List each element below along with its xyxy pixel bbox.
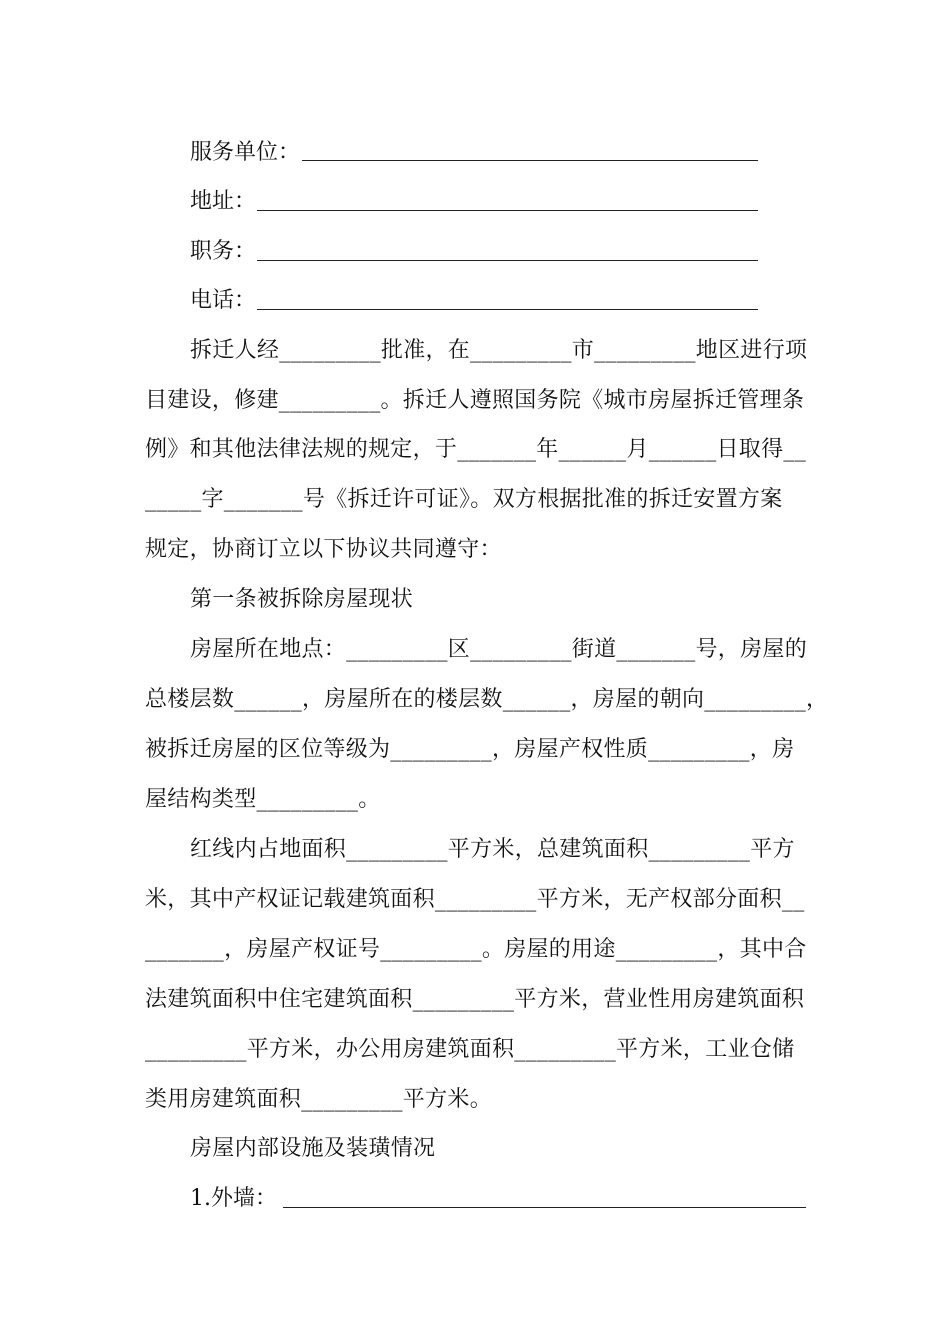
item-1-exterior-wall-blank	[283, 1207, 806, 1208]
paragraph-3-line-2: 米，其中产权证记载建筑面积_________平方米，无产权部分面积__	[145, 887, 805, 912]
paragraph-1-line-1: 拆迁人经_________批准，在_________市_________地区进行项	[190, 338, 808, 363]
phone-blank	[257, 309, 758, 310]
paragraph-3-line-5: _________平方米，办公用房建筑面积_________平方米，工业仓储	[145, 1037, 795, 1062]
paragraph-1-line-5: 规定，协商订立以下协议共同遵守：	[145, 537, 502, 562]
position-blank	[257, 260, 758, 261]
address-label: 地址：	[190, 189, 257, 214]
item-1-exterior-wall-label: 1.外墙：	[190, 1186, 277, 1211]
paragraph-2-line-4: 屋结构类型_________。	[145, 787, 381, 812]
paragraph-2-line-1: 房屋所在地点：_________区_________街道_______号，房屋的	[190, 637, 808, 662]
paragraph-3-line-4: 法建筑面积中住宅建筑面积_________平方米，营业性用房建筑面积	[145, 987, 805, 1012]
paragraph-1-line-3: 例》和其他法律法规的规定，于_______年______月______日取得__	[145, 437, 807, 462]
service-unit-blank	[302, 160, 758, 161]
facilities-title: 房屋内部设施及装璜情况	[190, 1136, 436, 1161]
service-unit-label: 服务单位：	[190, 140, 301, 165]
address-blank	[257, 210, 758, 211]
paragraph-2-line-3: 被拆迁房屋的区位等级为_________，房屋产权性质_________，房	[145, 737, 795, 762]
paragraph-3-line-1: 红线内占地面积_________平方米，总建筑面积_________平方	[190, 837, 795, 862]
phone-label: 电话：	[190, 288, 257, 313]
paragraph-1-line-2: 目建设，修建_________。拆迁人遵照国务院《城市房屋拆迁管理条	[145, 388, 805, 413]
paragraph-3-line-6: 类用房建筑面积_________平方米。	[145, 1087, 493, 1112]
article-1-title: 第一条被拆除房屋现状	[190, 587, 414, 612]
paragraph-1-line-4: _____字_______号《拆迁许可证》。双方根据批准的拆迁安置方案	[145, 487, 783, 512]
paragraph-2-line-2: 总楼层数______，房屋所在的楼层数______，房屋的朝向_________，	[145, 687, 829, 712]
paragraph-3-line-3: _______，房屋产权证号_________。房屋的用途_________，其中合	[145, 937, 807, 962]
position-label: 职务：	[190, 239, 257, 264]
